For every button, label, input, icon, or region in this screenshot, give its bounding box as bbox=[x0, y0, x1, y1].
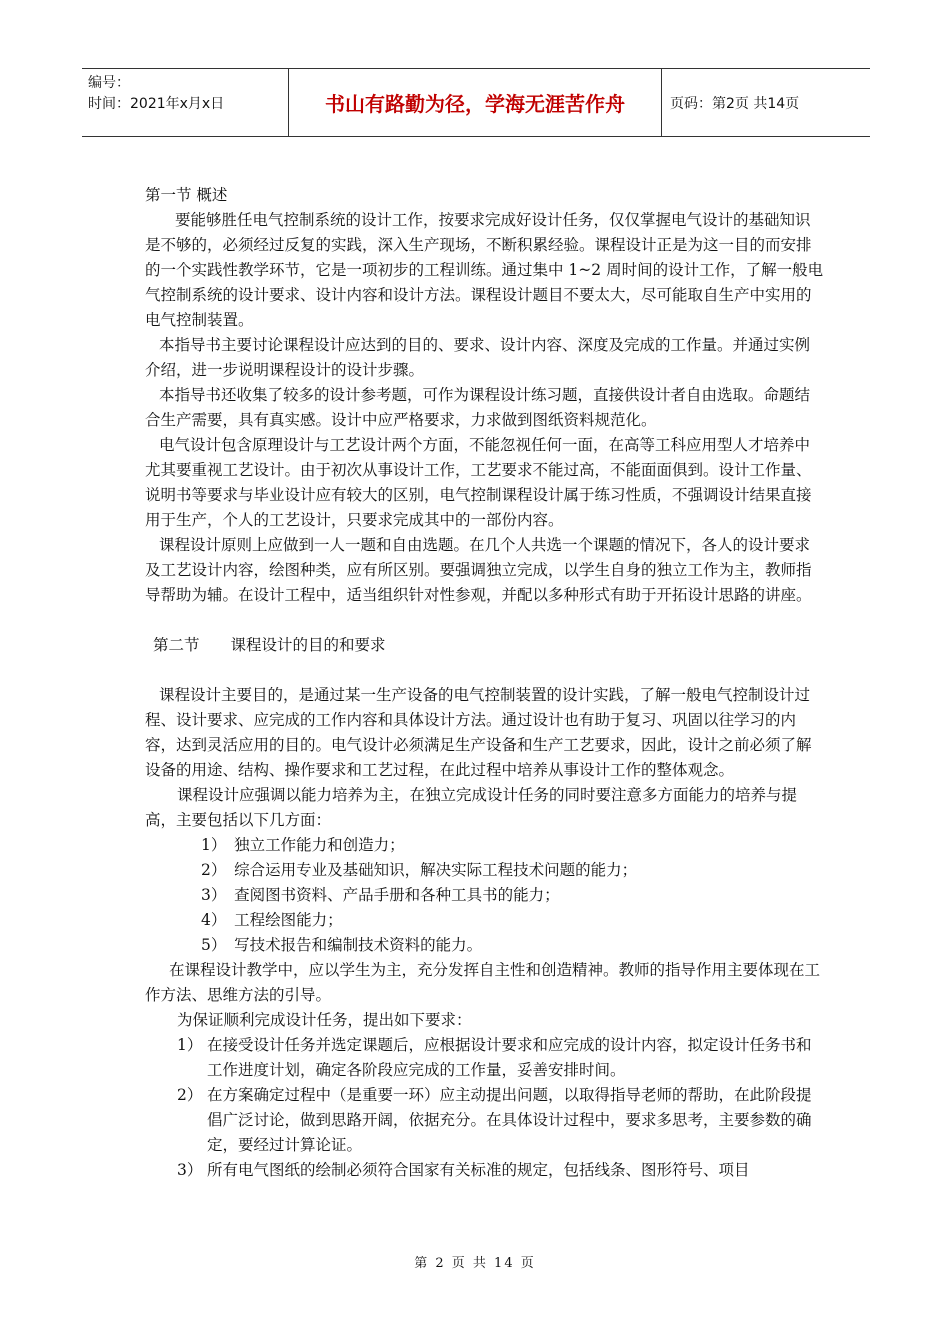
section2-title: 第二节 课程设计的目的和要求 bbox=[153, 636, 386, 654]
ability-item: 2） 综合运用专业及基础知识，解决实际工程技术问题的能力； bbox=[201, 861, 638, 879]
requirement-text: 所有电气图纸的绘制必须符合国家有关标准的规定，包括线条、图形符号、项目 bbox=[207, 1161, 750, 1179]
requirement-item bbox=[145, 1158, 825, 1183]
ability-item: 4） 工程绘图能力； bbox=[201, 911, 343, 929]
section1-paragraph: 本指导书主要讨论课程设计应达到的目的、要求、设计内容、深度及完成的工作量。并通过实例介绍，进一步说明课程设计的设计步骤。 bbox=[145, 336, 811, 379]
requirement-item bbox=[145, 1033, 825, 1083]
section2-intro: 课程设计主要目的，是通过某一生产设备的电气控制装置的设计实践，了解一般电气控制设计过程、设计要求、应完成的工作内容和具体设计方法。通过设计也有助于复习、巩固以往学习的内容，达到灵活应用的目的。电气设计必须满足生产设备和生产工艺要求，因此，设计之前必须了解设备的用途、结构、操作要求和工艺过程，在此过程中培养从事设计工作的整体观念。 bbox=[145, 686, 812, 779]
section2-ability-intro: 课程设计应强调以能力培养为主，在独立完成设计任务的同时要注意多方面能力的培养与提高，主要包括以下几方面： bbox=[145, 786, 798, 829]
ability-item: 3） 查阅图书资料、产品手册和各种工具书的能力； bbox=[201, 886, 560, 904]
header-page-info: 页码：第2页 共14页 bbox=[670, 95, 800, 112]
ability-item: 5） 写技术报告和编制技术资料的能力。 bbox=[201, 936, 483, 954]
document-body bbox=[145, 183, 825, 1183]
doc-number-label: 编号： bbox=[88, 75, 130, 91]
section1-paragraph: 本指导书还收集了较多的设计参考题，可作为课程设计练习题，直接供设计者自由选取。命题结合生产需要，具有真实感。设计中应严格要求，力求做到图纸资料规范化。 bbox=[145, 386, 811, 429]
section1-paragraph: 课程设计原则上应做到一人一题和自由选题。在几个人共选一个课题的情况下，各人的设计要求及工艺设计内容，绘图种类，应有所区别。要强调独立完成，以学生自身的独立工作为主，教师指导帮助为辅。在设计工程中，适当组织针对性参观，并配以多种形式有助于开拓设计思路的讲座。 bbox=[145, 536, 812, 604]
requirement-number: 2） bbox=[177, 1086, 203, 1104]
section2-req-intro: 为保证顺利完成设计任务，提出如下要求： bbox=[177, 1011, 472, 1029]
requirement-text: 在接受设计任务并选定课题后，应根据设计要求和应完成的设计内容，拟定设计任务书和工作进度计划，确定各阶段应完成的工作量，妥善安排时间。 bbox=[207, 1036, 812, 1079]
header-meta bbox=[82, 69, 289, 136]
page-footer: 第 2 页 共 14 页 bbox=[414, 1256, 536, 1271]
requirement-text: 在方案确定过程中（是重要一环）应主动提出问题，以取得指导老师的帮助，在此阶段提倡广泛讨论，做到思路开阔，依据充分。在具体设计过程中，要求多思考，主要参数的确定，要经过计算论证。 bbox=[207, 1086, 812, 1154]
page-header bbox=[82, 68, 870, 137]
ability-item: 1） 独立工作能力和创造力； bbox=[201, 836, 405, 854]
requirement-item bbox=[145, 1083, 825, 1158]
section2-teaching: 在课程设计教学中，应以学生为主，充分发挥自主性和创造精神。教师的指导作用主要体现在工作方法、思维方法的引导。 bbox=[145, 961, 821, 1004]
section1-paragraph: 要能够胜任电气控制系统的设计工作，按要求完成好设计任务，仅仅掌握电气设计的基础知识是不够的，必须经过反复的实践，深入生产现场，不断积累经验。课程设计正是为这一目的而安排的一个实践性教学环节，它是一项初步的工程训练。通过集中 1~2 周时间的设计工作，了解一般电气控制系统的设计要求、设计内容和设计方法。课程设计题目不要太大，尽可能取自生产中实用的电气控制装置。 bbox=[145, 211, 824, 329]
section1-paragraph: 电气设计包含原理设计与工艺设计两个方面，不能忽视任何一面，在高等工科应用型人才培养中尤其要重视工艺设计。由于初次从事设计工作，工艺要求不能过高，不能面面俱到。设计工作量、说明书等要求与毕业设计应有较大的区别，电气控制课程设计属于练习性质，不强调设计结果直接用于生产，个人的工艺设计，只要求完成其中的一部份内容。 bbox=[145, 436, 812, 529]
doc-time-label: 时间：2021年x月x日 bbox=[88, 96, 225, 112]
header-motto: 书山有路勤为径，学海无涯苦作舟 bbox=[289, 69, 662, 136]
requirement-number: 1） bbox=[177, 1036, 203, 1054]
section1-title: 第一节 概述 bbox=[145, 186, 228, 204]
requirement-number: 3） bbox=[177, 1161, 203, 1179]
